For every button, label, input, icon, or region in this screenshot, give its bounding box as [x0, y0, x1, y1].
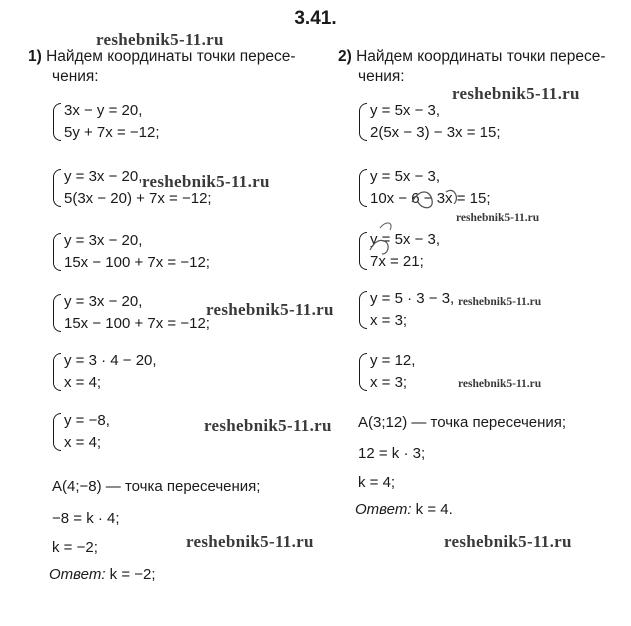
right-equation-k: 12 = k · 3;: [358, 445, 426, 462]
equation: y = 3x − 20,: [64, 232, 143, 249]
equation: y = 5x − 3,: [370, 231, 441, 248]
right-header-text: Найдем координаты точки пересе-: [356, 48, 606, 65]
right-answer: [355, 499, 453, 521]
right-intersection-point: A(3;12) — точка пересечения;: [358, 414, 567, 431]
equation: y = 5x − 3,: [370, 168, 441, 185]
watermark: reshebnik5-11.ru: [444, 532, 572, 551]
left-k-value: k = −2;: [52, 539, 98, 556]
equation: 5y + 7x = −12;: [64, 124, 160, 141]
left-answer: [49, 564, 156, 586]
equation: y = 3x − 20,: [64, 168, 143, 185]
problem-number: 3.41.: [294, 8, 337, 29]
left-system-5: [52, 350, 157, 394]
right-k-value: k = 4;: [358, 474, 396, 491]
equation: x = 3;: [370, 374, 408, 391]
watermark: reshebnik5-11.ru: [204, 416, 332, 435]
equation: x = 3;: [370, 312, 408, 329]
pen-scribble-marks: [360, 180, 470, 260]
right-header-line1: [338, 47, 606, 67]
watermark: reshebnik5-11.ru: [96, 30, 224, 49]
answer-value: k = −2;: [109, 566, 156, 583]
left-header-text: Найдем координаты точки пересе-: [46, 48, 296, 65]
left-system-3: [52, 230, 210, 274]
right-header-line2: чения:: [358, 68, 405, 85]
equation: y = 5x − 3,: [370, 102, 441, 119]
watermark: reshebnik5-11.ru: [452, 84, 580, 103]
left-header-line2: чения:: [52, 68, 99, 85]
equation: y = −8,: [64, 412, 110, 429]
equation: 7x = 21;: [370, 253, 424, 270]
right-part-number: 2): [338, 48, 352, 65]
left-intersection-point: A(4;−8) — точка пересечения;: [52, 478, 261, 495]
equation: x = 4;: [64, 374, 102, 391]
watermark: reshebnik5-11.ru: [142, 172, 270, 191]
equation: y = 3 · 4 − 20,: [64, 352, 157, 369]
watermark: reshebnik5-11.ru: [456, 212, 540, 224]
right-system-1: [358, 100, 501, 144]
equation: y = 12,: [370, 352, 416, 369]
equation: y = 5 · 3 − 3,: [370, 290, 455, 307]
left-part-number: 1): [28, 48, 42, 65]
equation: 10x − 6 − 3x = 15;: [370, 190, 491, 207]
equation: 3x − y = 20,: [64, 102, 143, 119]
answer-value: k = 4.: [415, 501, 453, 518]
equation: 15x − 100 + 7x = −12;: [64, 254, 210, 271]
equation: y = 3x − 20,: [64, 293, 143, 310]
equation: 2(5x − 3) − 3x = 15;: [370, 124, 501, 141]
right-system-5: [358, 350, 415, 394]
watermark: reshebnik5-11.ru: [458, 296, 542, 308]
equation: 15x − 100 + 7x = −12;: [64, 315, 210, 332]
answer-label: Ответ:: [355, 501, 412, 518]
left-header-line1: [28, 47, 296, 67]
left-system-6: [52, 410, 110, 454]
left-system-4: [52, 291, 210, 335]
watermark: reshebnik5-11.ru: [206, 300, 334, 319]
answer-label: Ответ:: [49, 566, 106, 583]
equation: 5(3x − 20) + 7x = −12;: [64, 190, 212, 207]
watermark: reshebnik5-11.ru: [186, 532, 314, 551]
left-system-1: [52, 100, 160, 144]
right-system-4: [358, 288, 454, 332]
left-equation-k: −8 = k · 4;: [52, 510, 120, 527]
equation: x = 4;: [64, 434, 102, 451]
watermark: reshebnik5-11.ru: [458, 378, 542, 390]
